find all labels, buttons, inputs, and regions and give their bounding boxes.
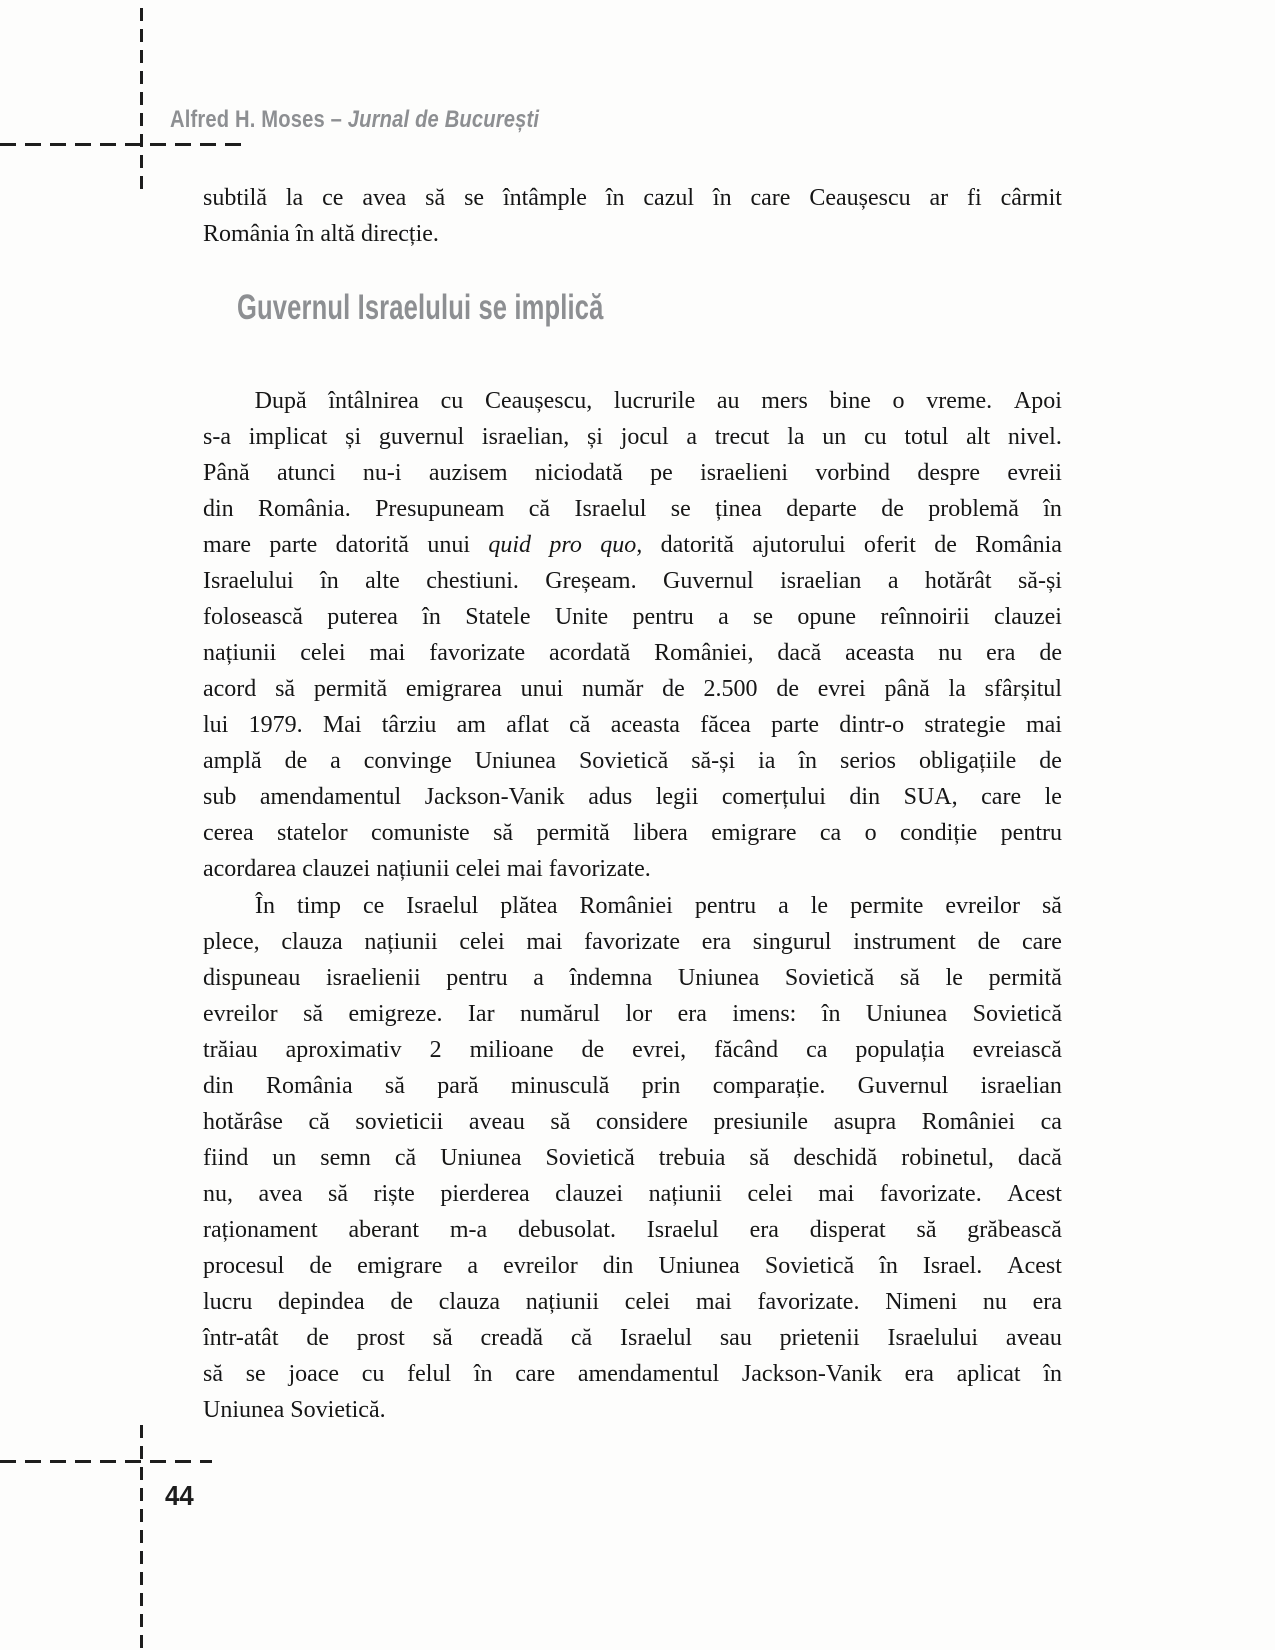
- text-line: acordarea clauzei națiunii celei mai favorizate.: [203, 856, 651, 882]
- text-line: Până atunci nu-i auzisem niciodată pe israelieni vorbind despre evreii: [203, 460, 1062, 486]
- text-line: națiunii celei mai favorizate acordată României, dacă aceasta nu era de: [203, 640, 1062, 666]
- text-line: fiind un semn că Uniunea Sovietică trebuia să deschidă robinetul, dacă: [203, 1145, 1062, 1171]
- paragraph-1: [203, 388, 1062, 892]
- text-line: lucru depindea de clauza națiunii celei mai favorizate. Nimeni nu era: [203, 1289, 1062, 1315]
- text-line: Israelului în alte chestiuni. Greșeam. Guvernul israelian a hotărât să-și: [203, 568, 1062, 594]
- text-line: subtilă la ce avea să se întâmple în cazul în care Ceaușescu ar fi cârmit: [203, 185, 1062, 211]
- section-heading: Guvernul Israelului se implică: [237, 288, 604, 327]
- crop-mark-horizontal-bottom: [0, 1460, 212, 1463]
- text-line: lui 1979. Mai târziu am aflat că aceasta făcea parte dintr-o strategie mai: [203, 712, 1062, 738]
- text-line: Uniunea Sovietică.: [203, 1397, 386, 1423]
- text-line: mare parte datorită unui quid pro quo, datorită ajutorului oferit de România: [203, 532, 1062, 558]
- text-line: într-atât de prost să creadă că Israelul sau prietenii Israelului aveau: [203, 1325, 1062, 1351]
- text-line: România în altă direcție.: [203, 221, 439, 247]
- crop-mark-vertical-top: [140, 8, 143, 190]
- text-line: cerea statelor comuniste să permită libera emigrare ca o condiție pentru: [203, 820, 1062, 846]
- text-line: acord să permită emigrarea unui număr de 2.500 de evrei până la sfârșitul: [203, 676, 1062, 702]
- text-line: nu, avea să riște pierderea clauzei națiunii celei mai favorizate. Acest: [203, 1181, 1062, 1207]
- text-line: procesul de emigrare a evreilor din Uniunea Sovietică în Israel. Acest: [203, 1253, 1062, 1279]
- text-line: hotărâse că sovieticii aveau să considere presiunile asupra României ca: [203, 1109, 1062, 1135]
- text-line: dispuneau israelienii pentru a îndemna Uniunea Sovietică să le permită: [203, 965, 1062, 991]
- text-line: raționament aberant m-a debusolat. Israelul era disperat să grăbească: [203, 1217, 1062, 1243]
- text-line: sub amendamentul Jackson-Vanik adus legii comerțului din SUA, care le: [203, 784, 1062, 810]
- text-line: amplă de a convinge Uniunea Sovietică să-și ia în serios obligațiile de: [203, 748, 1062, 774]
- text-line: În timp ce Israelul plătea României pentru a le permite evreilor să: [254, 893, 1062, 919]
- text-line: să se joace cu felul în care amendamentul Jackson-Vanik era aplicat în: [203, 1361, 1062, 1387]
- header-author: Alfred H. Moses –: [170, 106, 348, 133]
- crop-mark-vertical-bottom: [140, 1425, 143, 1650]
- running-header: [170, 106, 539, 134]
- page-number: 44: [165, 1480, 194, 1511]
- crop-mark-horizontal-top: [0, 143, 250, 146]
- paragraph-2: [203, 893, 1062, 1433]
- text-line: plece, clauza națiunii celei mai favorizate era singurul instrument de care: [203, 929, 1062, 955]
- text-line: folosească puterea în Statele Unite pentru a se opune reînnoirii clauzei: [203, 604, 1062, 630]
- text-line: din România. Presupuneam că Israelul se ținea departe de problemă în: [203, 496, 1062, 522]
- text-line: evreilor să emigreze. Iar numărul lor era imens: în Uniunea Sovietică: [203, 1001, 1062, 1027]
- paragraph-continuation: [203, 185, 1062, 257]
- text-line: trăiau aproximativ 2 milioane de evrei, făcând ca populația evreiască: [203, 1037, 1062, 1063]
- text-line: din România să pară minusculă prin comparație. Guvernul israelian: [203, 1073, 1062, 1099]
- header-book-title: Jurnal de București: [347, 106, 540, 133]
- text-line: s-a implicat și guvernul israelian, și jocul a trecut la un cu totul alt nivel.: [203, 424, 1062, 450]
- text-line: După întâlnirea cu Ceaușescu, lucrurile au mers bine o vreme. Apoi: [254, 388, 1062, 414]
